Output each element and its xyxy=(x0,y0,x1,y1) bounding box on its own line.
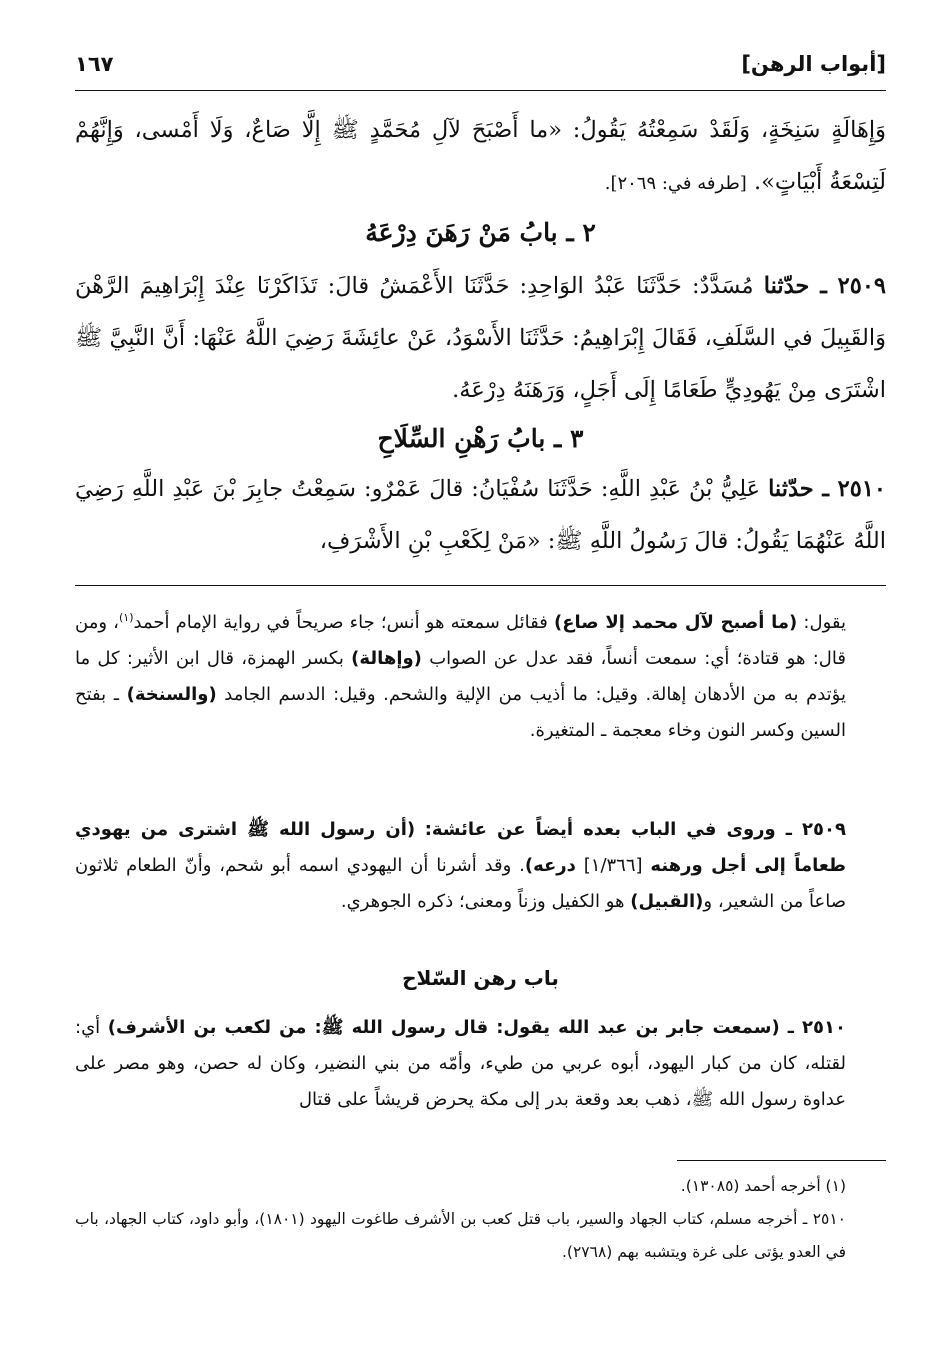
quoted-phrase: (وإهالة) xyxy=(351,648,422,669)
commentary-paragraph-2 xyxy=(75,812,886,920)
header-rule xyxy=(75,90,886,91)
hadith-2509-lead: ٢٥٠٩ ـ حدّثنا xyxy=(763,273,886,299)
quoted-phrase: (أن رسول الله ﷺ اشترى من يهودي طعاماً إلى أجل ورهنه xyxy=(75,819,846,876)
commentary-lead: ٢٥٠٩ ـ وروى في الباب بعده أيضاً عن عائشة: xyxy=(424,819,846,840)
footnotes xyxy=(75,1170,886,1269)
quoted-phrase: (القبيل) xyxy=(630,891,704,912)
footnote-marker: (١) xyxy=(118,611,134,624)
footnote-1: (١) أخرجه أحمد (١٣٠٨٥). xyxy=(680,1177,846,1195)
page-header xyxy=(75,44,886,84)
running-title: [أبواب الرهن] xyxy=(741,52,886,76)
commentary-separator xyxy=(75,585,886,586)
quoted-phrase: ٢٥١٠ ـ (سمعت جابر بن عبد الله يقول: قال رسول الله ﷺ: من لكعب بن الأشرف) xyxy=(107,1017,846,1038)
commentary-text: هو الكفيل وزناً ومعنى؛ ذكره الجوهري. xyxy=(340,891,625,912)
commentary-chapter-title: باب رهن السّلاح xyxy=(402,966,559,990)
hadith-2510-lead: ٢٥١٠ ـ حدّثنا xyxy=(768,476,886,502)
hadith-intro-text: وَإِهَالَةٍ سَنِخَةٍ، وَلَقَدْ سَمِعْتُهُ يَقُولُ: «ما أَصْبَحَ لآلِ مُحَمَّدٍ ﷺ إِلَّا صَاعٌ، وَلَا أَمْسى، وَإِنَّهُمْ لَتِسْعَةُ أَبْيَاتٍ». xyxy=(75,117,886,195)
commentary-text: ، ومن قال: هو قتادة؛ أي: سمعت أنساً، فقد عدل عن الصواب xyxy=(75,612,846,669)
hadith-2509 xyxy=(75,260,886,416)
hadith-2510 xyxy=(75,463,886,567)
chapter-2-title: ٢ ـ بابُ مَنْ رَهَنَ دِرْعَهُ xyxy=(365,218,596,247)
chapter-3-title: ٣ ـ بابُ رَهْنِ السِّلَاحِ xyxy=(377,424,584,453)
commentary-text: أي: لقتله، كان من كبار اليهود، أبوه عربي من طيء، وأمّه من بني النضير، وكان له حصن، وهو مصر على عداوة رسول الله ﷺ، ذهب بعد وقعة بدر إلى مكة يحرض قريشاً على قتال xyxy=(75,1017,846,1110)
commentary-text: فقائل سمعته هو أنس؛ جاء صريحاً في رواية الإمام أحمد xyxy=(133,612,548,633)
quoted-phrase: (ما أصبح لآل محمد إلا صاع) xyxy=(554,612,798,633)
commentary-text: ـ بفتح السين وكسر النون وخاء معجمة ـ المتغيرة. xyxy=(75,684,846,741)
page-reference: [١/٣٦٦] xyxy=(583,855,643,876)
hadith-continuation xyxy=(75,104,886,210)
footnote-2510: ٢٥١٠ ـ أخرجه مسلم، كتاب الجهاد والسير، باب قتل كعب بن الأشرف طاغوت اليهود (١٨٠١)، وأبو داود، كتاب الجهاد، باب في العدو يؤتى على غرة ويتشبه بهم (٢٧٦٨). xyxy=(75,1210,846,1261)
commentary-paragraph-3 xyxy=(75,1010,886,1118)
footnote-rule xyxy=(677,1160,886,1161)
quoted-phrase: (والسنخة) xyxy=(126,684,217,705)
hadith-2510-text: عَلِيُّ بْنُ عَبْدِ اللَّهِ: حَدَّثَنَا سُفْيَانُ: قالَ عَمْرٌو: سَمِعْتُ جابِرَ بْنَ عَبْدِ اللَّهِ رَضِيَ اللَّهُ عَنْهُمَا يَقُولُ: قالَ رَسُولُ اللَّهِ ﷺ: «مَنْ لِكَعْبِ بْنِ الأَشْرَفِ، xyxy=(75,476,886,554)
hadith-2509-text: مُسَدَّدٌ: حَدَّثَنَا عَبْدُ الوَاحِدِ: حَدَّثَنَا الأَعْمَشُ قالَ: تَذَاكَرْنَا عِنْدَ إِبْرَاهِيمَ الرَّهْنَ وَالقَبِيلَ في السَّلَفِ، فَقَالَ إِبْرَاهِيمُ: حَدَّثَنَا الأَسْوَدُ، عَنْ عائِشَةَ رَضِيَ اللَّهُ عَنْهَا: أَنَّ النَّبِيَّ ﷺ اشْتَرَى مِنْ يَهُودِيٍّ طَعَامًا إِلَى أَجَلٍ، وَرَهَنَهُ دِرْعَهُ. xyxy=(75,273,886,403)
commentary-text: بكسر الهمزة، قال ابن الأثير: كل ما يؤتدم به من الأدهان إهالة. وقيل: ما أذيب من الإلية والشحم. وقيل: الدسم الجامد xyxy=(75,648,846,705)
cross-reference: [طرفه في: ٢٠٦٩]. xyxy=(604,173,747,194)
commentary-paragraph-1 xyxy=(75,600,886,749)
quoted-phrase: درعه) xyxy=(524,855,576,876)
commentary-text: . وقد أشرنا أن اليهودي اسمه أبو شحم، وأنّ الطعام ثلاثون صاعاً من الشعير، و xyxy=(75,855,846,912)
commentary-text: يقول: xyxy=(803,612,846,633)
page-number: ١٦٧ xyxy=(75,52,114,76)
